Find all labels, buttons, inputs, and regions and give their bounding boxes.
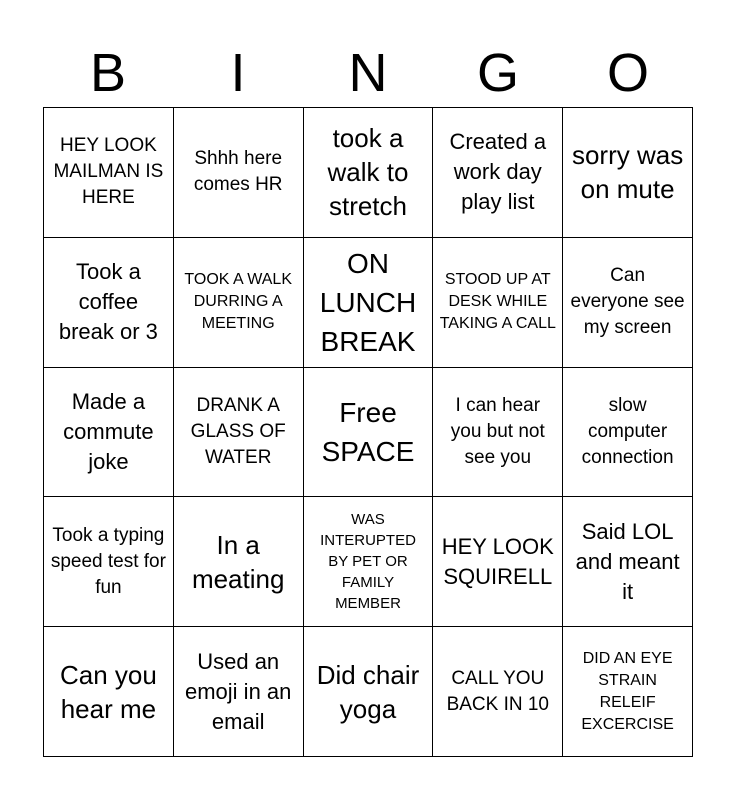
- cell-text: ON LUNCH BREAK: [319, 247, 417, 357]
- cell-text: slow computer connection: [581, 394, 674, 468]
- cell-text: I can hear you but not see you: [450, 394, 545, 468]
- bingo-cell[interactable]: [174, 627, 304, 757]
- bingo-cell[interactable]: [174, 238, 304, 368]
- cell-text: sorry was on mute: [571, 140, 684, 205]
- bingo-card: [43, 107, 693, 757]
- bingo-cell[interactable]: [433, 497, 563, 627]
- cell-text: took a walk to stretch: [327, 123, 409, 222]
- bingo-cell free-space[interactable]: [304, 368, 434, 498]
- cell-text: Created a work day play list: [449, 129, 547, 215]
- header-letter-i: I: [230, 43, 246, 103]
- cell-text: CALL YOU BACK IN 10: [446, 667, 549, 715]
- cell-text: HEY LOOK SQUIRELL: [441, 533, 554, 589]
- bingo-cell[interactable]: [174, 368, 304, 498]
- header-letter-b: B: [89, 43, 127, 103]
- cell-text: HEY LOOK MAILMAN IS HERE: [53, 135, 164, 209]
- bingo-cell[interactable]: [44, 497, 174, 627]
- cell-text: Free SPACE: [321, 396, 415, 467]
- cell-text: TOOK A WALK DURRING A MEETING: [184, 271, 292, 333]
- header-letter-o: O: [606, 43, 649, 103]
- header-letter-n: N: [348, 43, 388, 103]
- bingo-cell[interactable]: [44, 238, 174, 368]
- cell-text: WAS INTERUPTED BY PET OR FAMILY MEMBER: [320, 511, 416, 613]
- cell-text: DRANK A GLASS OF WATER: [190, 394, 286, 468]
- bingo-cell[interactable]: [433, 238, 563, 368]
- bingo-cell[interactable]: [174, 497, 304, 627]
- cell-text: Took a typing speed test for fun: [50, 524, 166, 598]
- cell-text: In a meating: [191, 529, 285, 594]
- cell-text: Did chair yoga: [316, 659, 420, 724]
- bingo-cell[interactable]: [433, 368, 563, 498]
- bingo-cell[interactable]: [563, 368, 693, 498]
- bingo-cell[interactable]: [563, 238, 693, 368]
- bingo-cell[interactable]: [44, 627, 174, 757]
- cell-text: Can everyone see my screen: [570, 265, 685, 339]
- cell-text: Can you hear me: [59, 659, 157, 724]
- bingo-cell[interactable]: [433, 627, 563, 757]
- cell-text: DID AN EYE STRAIN RELEIF EXCERCISE: [581, 649, 674, 733]
- cell-text: Said LOL and meant it: [575, 518, 680, 604]
- bingo-cell[interactable]: [304, 238, 434, 368]
- cell-text: STOOD UP AT DESK WHILE TAKING A CALL: [439, 271, 556, 333]
- bingo-cell[interactable]: [304, 108, 434, 238]
- bingo-cell[interactable]: [304, 627, 434, 757]
- cell-text: Used an emoji in an email: [185, 648, 292, 734]
- bingo-cell[interactable]: [433, 108, 563, 238]
- bingo-cell[interactable]: [563, 108, 693, 238]
- bingo-cell[interactable]: [174, 108, 304, 238]
- bingo-cell[interactable]: [44, 368, 174, 498]
- cell-text: Took a coffee break or 3: [58, 259, 158, 345]
- header-letter-g: G: [476, 43, 519, 103]
- cell-text: Shhh here comes HR: [193, 148, 283, 196]
- cell-text: Made a commute joke: [63, 388, 154, 474]
- bingo-cell[interactable]: [563, 497, 693, 627]
- bingo-cell[interactable]: [563, 627, 693, 757]
- bingo-cell[interactable]: [304, 497, 434, 627]
- bingo-cell[interactable]: [44, 108, 174, 238]
- bingo-header: [43, 38, 693, 108]
